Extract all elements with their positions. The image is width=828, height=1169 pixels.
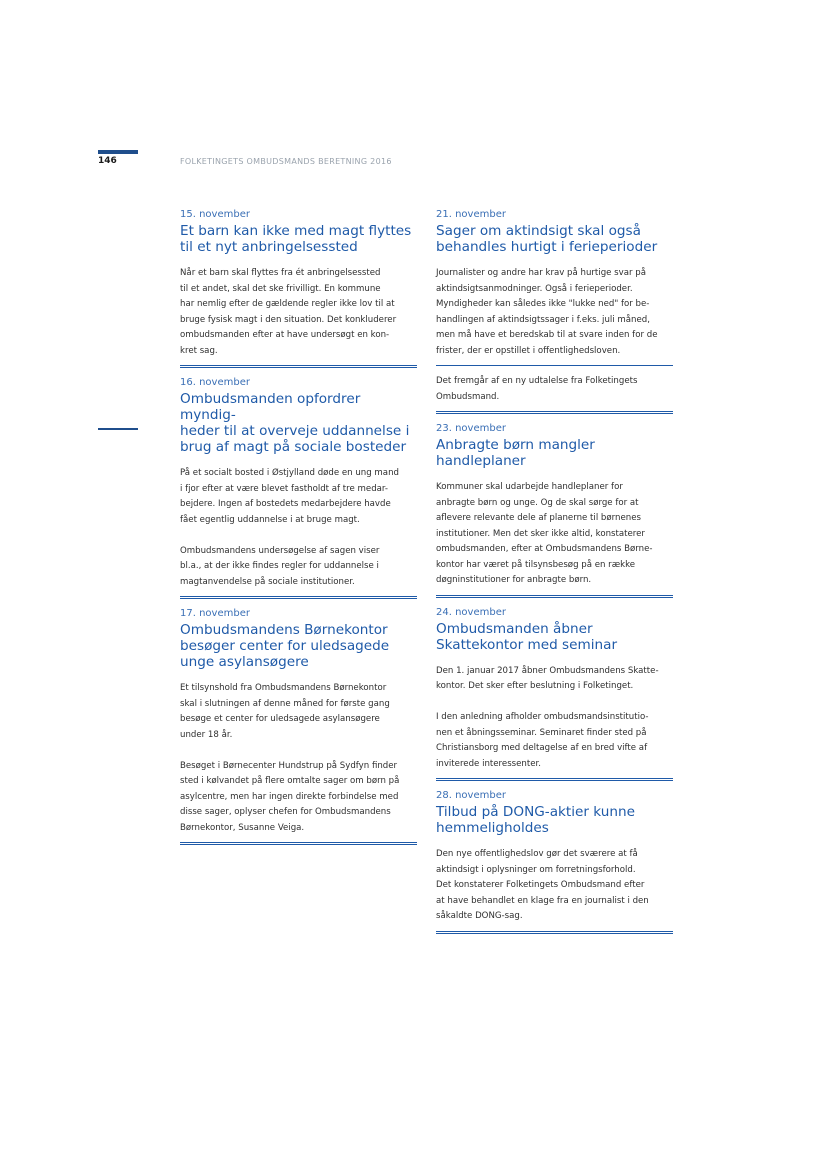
news-headline: Ombudsmanden åbner Skattekontor med seminar [436,620,618,653]
news-date: 23. november [436,423,506,434]
news-item-21-november [436,208,673,414]
section-divider [436,365,673,366]
news-body: Kommuner skal udarbejde handleplaner for anbragte børn og unge. Og de skal sørge for at aflevere relevante dele af planerne til børnenes institutioner. Men det sker ikke altid, konstaterer ombudsmanden, efter at Ombudsmandens Børne- kontor har været på tilsynsbesøg på en række døgninstitutioner for anbragte børn. [436,482,653,585]
news-date: 24. november [436,606,506,618]
news-item-28-november [436,789,673,934]
news-body: Et tilsynshold fra Ombudsmandens Børnekontor skal i slutningen af denne måned for første gang besøge et center for uledsagede asylansøgere under 18 år. Besøget i Børnecenter Hundstrup på Sydfyn finder sted i kølvandet på flere omtalte sager om børn på asylcentre, men har ingen direkte forbindelse med disse sager, oplyser chefen for Ombudsmandens Børnekontor, Susanne Veiga. [180,683,400,833]
news-date: 28. november [436,790,506,801]
left-column [180,208,417,845]
section-divider [180,842,417,845]
margin-rule [98,428,138,430]
news-item-24-november [436,606,673,782]
news-headline: Tilbud på DONG-aktier kunne hemmeligholdes [436,804,635,836]
news-headline: Anbragte børn mangler handleplaner [436,437,595,469]
news-body: Journalister og andre har krav på hurtige svar på aktindsigtsanmodninger. Også i ferieperioder. Myndigheder kan således ikke "lukke ned" for be- handlingen af aktindsigtssager i f.eks. juli måned, men må have et beredskab til at svare inden for de frister, der er opstillet i offentlighedsloven. [436,268,658,356]
news-headline: Sager om aktindsigt skal også behandles hurtigt i ferieperioder [436,223,658,255]
news-date: 21. november [436,209,506,220]
section-divider [436,595,673,598]
section-divider [436,411,673,414]
news-headline: Ombudsmanden opfordrer myndig- heder til at overveje uddannelse i brug af magt på sociale bosteder [180,391,410,455]
page-marker-bar [98,150,138,154]
news-headline: Ombudsmandens Børnekontor besøger center for uledsagede unge asylansøgere [180,622,390,670]
news-body: Den nye offentlighedslov gør det sværere at få aktindsigt i oplysninger om forretningsforhold. Det konstaterer Folketingets Ombudsmand efter at have behandlet en klage fra en journalist i den såkaldte DONG-sag. [436,849,649,921]
news-body: Den 1. januar 2017 åbner Ombudsmandens Skatte- kontor. Det sker efter beslutning i Folketinget. I den anledning afholder ombudsmandsinstitutio- nen et åbningsseminar. Seminaret finder sted på Christiansborg med deltagelse af en bred vifte af inviterede interessenter. [436,665,659,769]
news-item-16-november [180,376,417,599]
section-divider [180,365,417,368]
news-headline: Et barn kan ikke med magt flyttes til et nyt anbringelsessted [180,223,412,255]
news-date: 15. november [180,209,250,220]
news-body-continuation: Det fremgår af en ny udtalelse fra Folketingets Ombudsmand. [436,376,638,402]
page-number: 146 [98,156,117,166]
section-divider [436,931,673,934]
running-title: FOLKETINGETS OMBUDSMANDS BERETNING 2016 [180,157,392,166]
news-date: 16. november [180,377,250,388]
news-item-23-november [436,422,673,598]
news-item-15-november [180,208,417,368]
news-body: På et socialt bosted i Østjylland døde en ung mand i fjor efter at være blevet fastholdt af tre medar- bejdere. Ingen af bostedets medarbejdere havde fået egentlig uddannelse i at bruge magt. Ombudsmandens undersøgelse af sagen viser bl.a., at der ikke findes regler for uddannelse i magtanvendelse på sociale institutioner. [180,468,399,587]
section-divider [436,778,673,781]
news-item-17-november [180,607,417,845]
right-column [436,208,673,934]
section-divider [180,596,417,599]
news-body: Når et barn skal flyttes fra ét anbringelsessted til et andet, skal det ske frivilligt. En kommune har nemlig efter de gældende regler ikke lov til at bruge fysisk magt i den situation. Det konkluderer ombudsmanden efter at have undersøgt en kon- kret sag. [180,268,397,356]
news-date: 17. november [180,608,250,619]
